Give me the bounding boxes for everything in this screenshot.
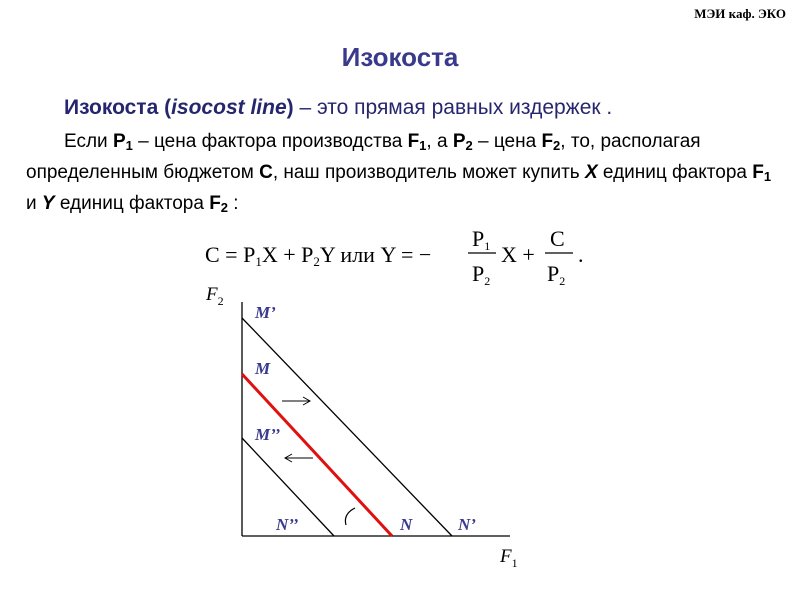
- fraction2-denominator: P2: [547, 261, 566, 288]
- p2-sub: 2: [465, 138, 473, 153]
- para-text: :: [228, 193, 239, 214]
- angle-arc: [345, 508, 355, 525]
- y-symbol: Y: [41, 193, 55, 214]
- x-symbol: X: [584, 162, 598, 183]
- para-text: – цена фактора производства: [132, 131, 408, 152]
- f2-symbol: F: [541, 131, 554, 152]
- definition-rest: – это прямая равных издержек .: [293, 96, 613, 119]
- label-m-prime: M’: [255, 303, 276, 322]
- page-title: Изокоста: [341, 42, 459, 72]
- f2-sub-2: 2: [220, 200, 229, 215]
- f1-sub: 1: [419, 138, 427, 153]
- formula-x-term: X +: [501, 242, 535, 267]
- p1-sub: 1: [125, 138, 133, 153]
- formula-lhs: C = P1X + P2Y или Y = −: [205, 242, 432, 269]
- f2-sub: 2: [553, 138, 561, 153]
- f1-sub-2: 1: [763, 169, 772, 184]
- f1-symbol: F: [407, 131, 420, 152]
- label-n: N: [400, 515, 413, 534]
- label-n-prime: N’: [458, 515, 476, 534]
- formula-dot: .: [578, 242, 584, 267]
- fraction1-denominator: P2: [472, 261, 491, 288]
- para-text: , то, располагая определенным бюджетом: [26, 131, 701, 183]
- label-m: M: [255, 359, 271, 378]
- x-axis-label: $F_1$: [500, 546, 518, 570]
- corner-label: МЭИ каф. ЭКО: [694, 6, 786, 21]
- para-text: , наш производитель может купить: [272, 162, 585, 183]
- definition-term-en: isocost line: [171, 96, 287, 119]
- y-axis-label: $F_2$: [206, 284, 224, 308]
- para-text: единиц фактора: [54, 193, 210, 214]
- para-text: – цена: [472, 131, 542, 152]
- f2-symbol-2: F: [209, 193, 221, 214]
- para-text: и: [26, 193, 42, 214]
- p1-symbol: P: [112, 131, 126, 152]
- fraction1-numerator: P1: [472, 226, 491, 253]
- definition-term: Изокоста (: [64, 96, 172, 119]
- c-symbol: C: [259, 162, 273, 183]
- isocost-line-main: [242, 374, 392, 536]
- para-text: , а: [426, 131, 453, 152]
- fraction2-numerator: C: [550, 226, 565, 251]
- label-m-double-prime: M’’: [255, 425, 281, 444]
- para-text: единиц фактора: [597, 162, 753, 183]
- para-text: Если: [64, 131, 113, 152]
- f1-symbol-2: F: [752, 162, 764, 183]
- label-n-double-prime: N’’: [276, 515, 299, 534]
- definition-term-close: ): [286, 96, 294, 119]
- p2-symbol: P: [452, 131, 466, 152]
